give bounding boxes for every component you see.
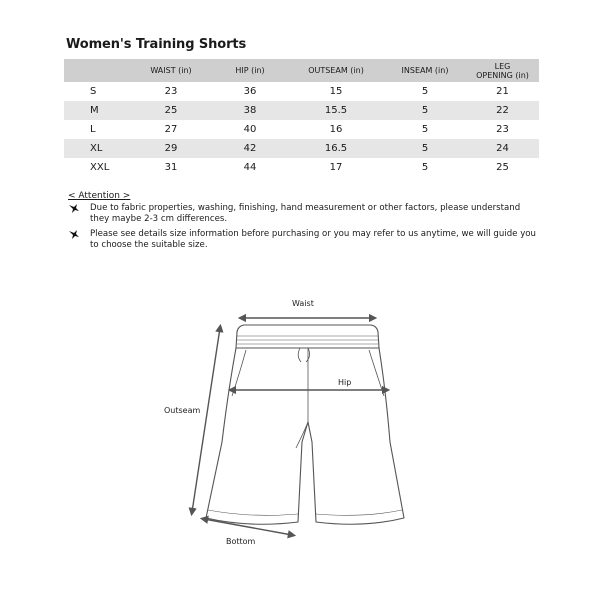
- outseam-label: Outseam: [164, 406, 201, 415]
- size-cell: XXL: [90, 162, 110, 173]
- size-cell: L: [90, 124, 96, 135]
- inseam-cell: 5: [384, 101, 466, 120]
- leg-opening-cell: 25: [496, 162, 509, 173]
- table-header-row: [64, 59, 539, 82]
- header-outseam: OUTSEAM (in): [288, 59, 384, 82]
- shorts-diagram: [160, 292, 430, 552]
- inseam-cell: 5: [421, 162, 429, 173]
- hip-cell: 38: [212, 101, 288, 120]
- outseam-cell: 17: [329, 162, 343, 173]
- attention-item: [68, 229, 538, 251]
- hip-cell: 36: [243, 86, 257, 97]
- leg-opening-cell: 23: [496, 124, 509, 135]
- outseam-cell: 16: [329, 124, 343, 135]
- waist-label: Waist: [292, 299, 314, 308]
- waist-cell: 31: [164, 162, 178, 173]
- table-row: [64, 120, 539, 139]
- table-row: [64, 101, 539, 120]
- hip-label: Hip: [338, 378, 352, 387]
- inseam-cell: 5: [421, 124, 429, 135]
- leg-opening-cell: 24: [466, 139, 539, 158]
- attention-item-text: Please see details size information before purchasing or you may refer to us anytime, we will guide you to choose the suitable size.: [90, 229, 536, 250]
- header-inseam: INSEAM (in): [384, 59, 466, 82]
- waist-cell: 29: [130, 139, 212, 158]
- outseam-cell: 15.5: [288, 101, 384, 120]
- size-cell: XL: [64, 139, 130, 158]
- table-row: [64, 139, 539, 158]
- table-row: [64, 82, 539, 101]
- header-size: [64, 59, 130, 82]
- page-title: Women's Training Shorts: [66, 37, 247, 52]
- star-icon: [68, 229, 80, 240]
- inseam-cell: 5: [384, 139, 466, 158]
- outseam-arrow: [192, 328, 220, 512]
- header-waist: WAIST (in): [130, 59, 212, 82]
- size-cell: M: [64, 101, 130, 120]
- attention-item-text: Due to fabric properties, washing, finishing, hand measurement or other factors, please understand they maybe 2-3 cm differences.: [90, 203, 521, 224]
- bottom-label: Bottom: [226, 537, 256, 546]
- inseam-cell: 5: [421, 86, 429, 97]
- shorts-outline: [206, 325, 404, 524]
- table-row: [64, 158, 539, 177]
- hip-cell: 40: [243, 124, 257, 135]
- attention-item: [68, 203, 538, 225]
- header-leg-opening-text: LEG OPENING (in): [476, 61, 529, 80]
- bottom-arrow: [204, 519, 292, 535]
- waist-cell: 27: [164, 124, 178, 135]
- size-chart-table: [64, 59, 539, 177]
- outseam-cell: 16.5: [288, 139, 384, 158]
- header-hip: HIP (in): [212, 59, 288, 82]
- waist-cell: 23: [164, 86, 178, 97]
- size-cell: S: [90, 86, 97, 97]
- hip-cell: 44: [243, 162, 257, 173]
- attention-title: < Attention >: [68, 191, 131, 201]
- hip-cell: 42: [212, 139, 288, 158]
- leg-opening-cell: 21: [496, 86, 509, 97]
- header-leg-opening: [466, 59, 539, 82]
- star-icon: [68, 203, 80, 214]
- waist-cell: 25: [130, 101, 212, 120]
- outseam-cell: 15: [329, 86, 343, 97]
- leg-opening-cell: 22: [466, 101, 539, 120]
